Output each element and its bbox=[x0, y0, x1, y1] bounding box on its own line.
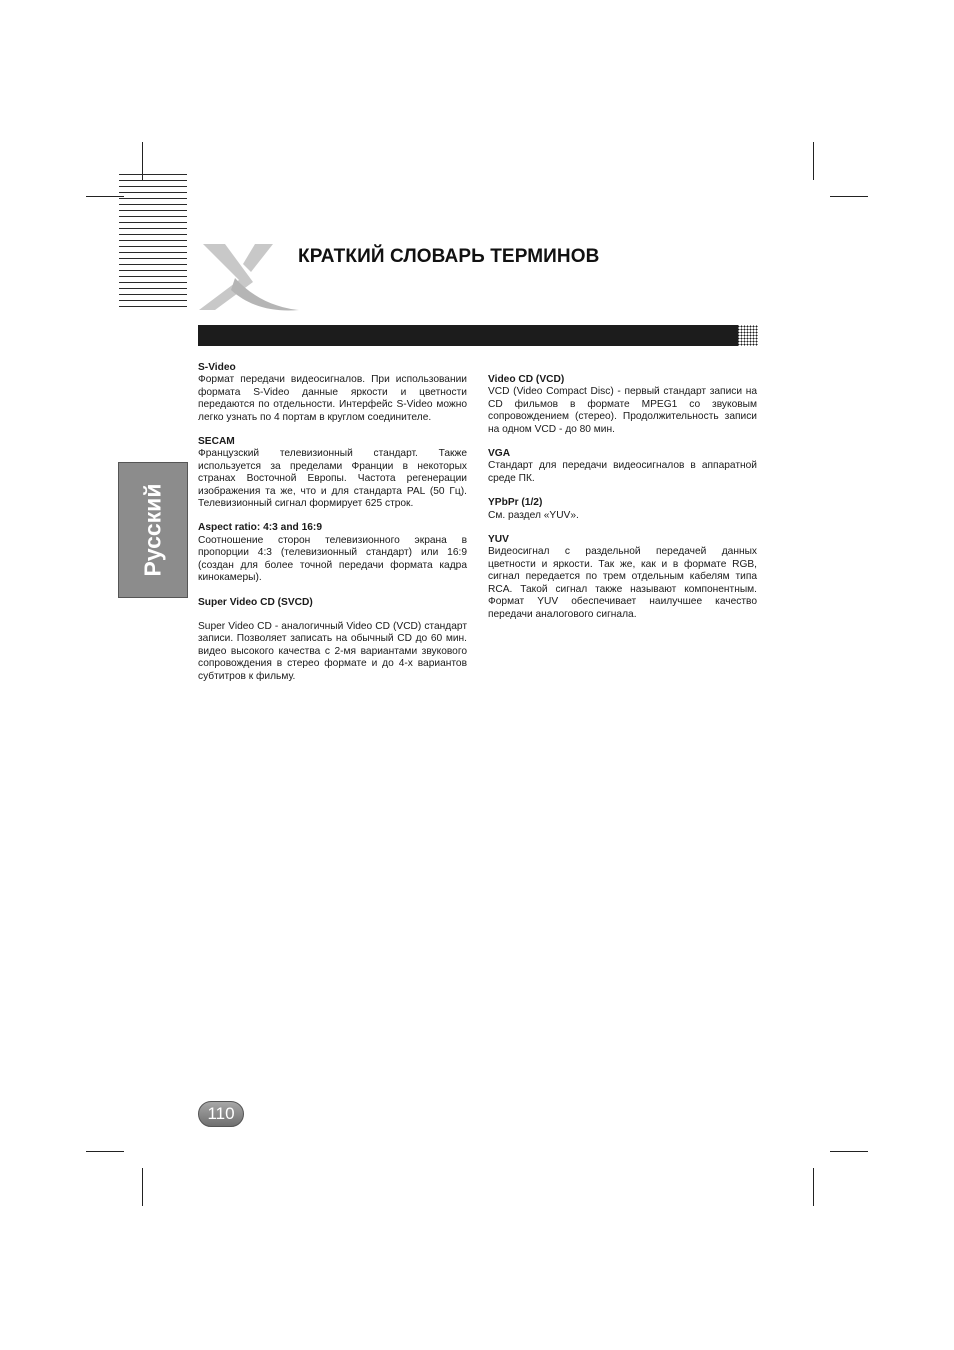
crop-mark bbox=[830, 1151, 868, 1152]
glossary-term: S-Video bbox=[198, 362, 236, 373]
header-bar-dots bbox=[728, 325, 758, 346]
glossary-entry bbox=[198, 436, 467, 510]
glossary-entry bbox=[198, 522, 467, 584]
glossary-definition: VCD (Video Compact Disc) - первый стандарт записи на CD фильмов в формате MPEG1 со звуковым сопровождением (стерео). Продолжительность записи на одном VCD - до 80 мин. bbox=[488, 386, 757, 435]
glossary-definition: Видеосигнал с раздельной передачей данных цветности и яркости. Так же, как и в формате RGB, сигнал передается по трем отдельным кабелям типа RCA. Такой сигнал также называют компонентным. Формат YUV обеспечивает наилучшее качество передачи аналогового сигнала. bbox=[488, 546, 757, 620]
glossary-definition: Стандарт для передачи видеосигналов в аппаратной среде ПК. bbox=[488, 460, 757, 484]
crop-mark bbox=[830, 196, 868, 197]
crop-mark bbox=[813, 1168, 814, 1206]
glossary-entry bbox=[488, 497, 757, 522]
language-tab bbox=[118, 462, 188, 598]
glossary-definition: Соотношение сторон телевизионного экрана в пропорции 4:3 (телевизионный стандарт) или 16:9 (создан для более точной передачи формата кадра кинокамеры). bbox=[198, 534, 467, 584]
glossary-term: SECAM bbox=[198, 436, 235, 448]
glossary-definition: См. раздел «YUV». bbox=[488, 509, 579, 521]
glossary-entry bbox=[488, 534, 757, 621]
glossary-term: Super Video CD (SVCD) bbox=[198, 596, 313, 608]
left-column bbox=[198, 362, 467, 695]
glossary-term: Aspect ratio: 4:3 and 16:9 bbox=[198, 522, 322, 534]
header-bar bbox=[198, 325, 738, 346]
glossary-definition: Super Video CD - аналогичный Video CD (VCD) стандарт записи. Позволяет записать на обычный CD до 60 мин. видео высокого качества с 2-мя вариантами звукового сопровождения в стерео формате и до 4-х вариантов субтитров к фильму. bbox=[198, 620, 467, 682]
decorative-stripes bbox=[119, 174, 187, 312]
glossary-term: YUV bbox=[488, 534, 509, 546]
language-tab-label: Русский bbox=[139, 483, 166, 577]
page-number: 110 bbox=[207, 1104, 235, 1123]
glossary-entry bbox=[198, 597, 467, 683]
x-logo-icon bbox=[195, 238, 305, 314]
glossary-definition: Формат передачи видеосигналов. При использовании формата S-Video данные яркости и цветности передаются по отдельности. Интерфейс S-Video можно легко узнать по 4 портам в круглом соединителе. bbox=[198, 374, 467, 423]
glossary-term: VGA bbox=[488, 448, 511, 460]
glossary-term: YPbPr (1/2) bbox=[488, 497, 543, 509]
glossary-definition: Французский телевизионный стандарт. Также используется за пределами Франции в некоторых странах Восточной Европы. Частота регенерации изображения та же, что и для стандарта PAL (50 Гц). Телевизионный сигнал формирует 625 строк. bbox=[198, 448, 467, 510]
crop-mark bbox=[813, 142, 814, 180]
page-number-badge bbox=[198, 1101, 244, 1127]
glossary-entry bbox=[488, 374, 757, 436]
glossary-entry bbox=[488, 448, 757, 485]
crop-mark bbox=[86, 1151, 124, 1152]
right-column bbox=[488, 374, 757, 633]
glossary-term: Video CD (VCD) bbox=[488, 374, 565, 385]
page-title: КРАТКИЙ СЛОВАРЬ ТЕРМИНОВ bbox=[298, 246, 600, 267]
glossary-entry bbox=[198, 362, 467, 424]
crop-mark bbox=[142, 1168, 143, 1206]
